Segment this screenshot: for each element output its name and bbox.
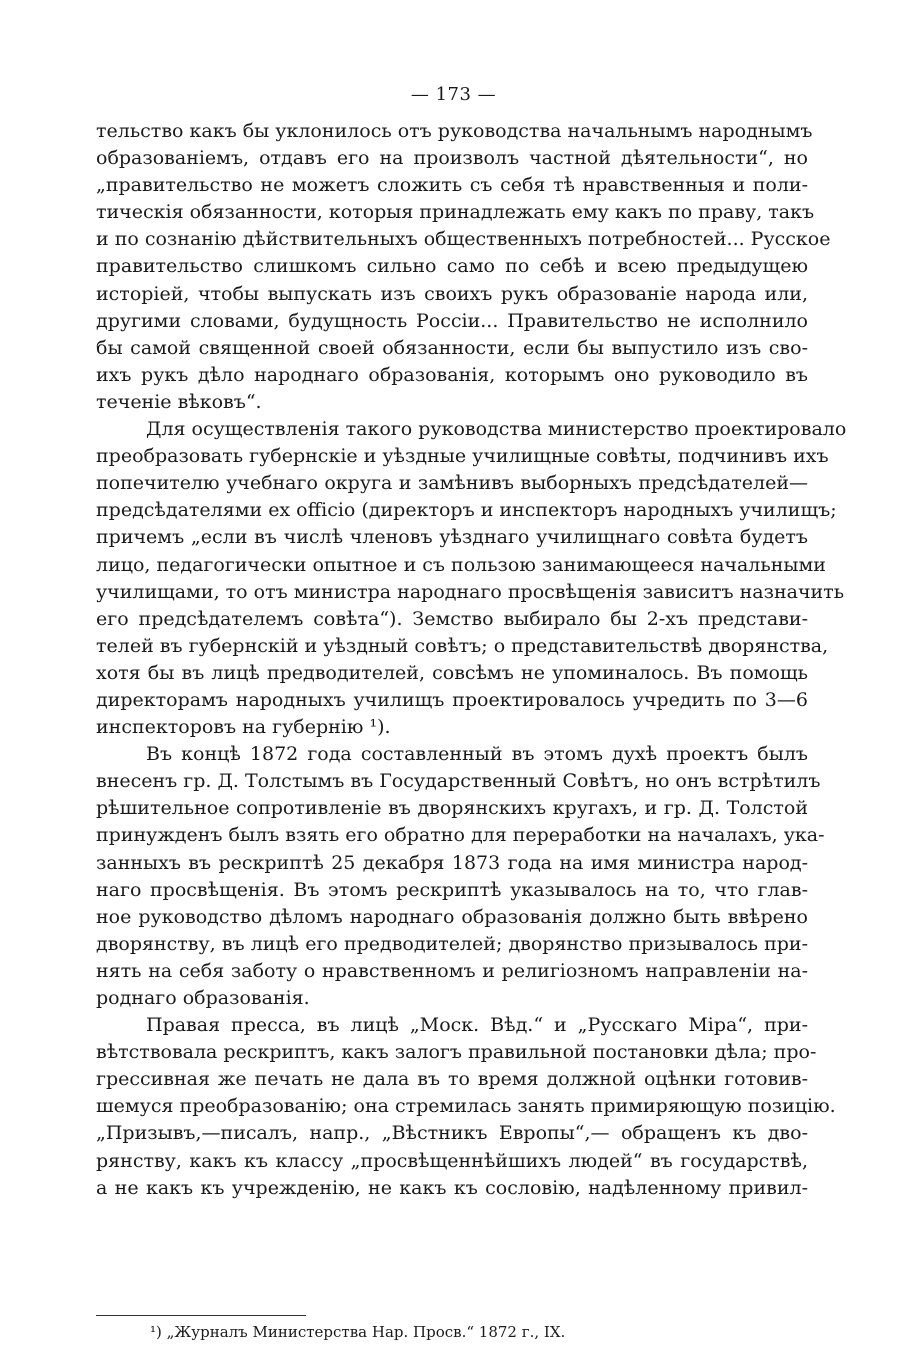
- text-line: вѣтствовала рескриптъ, какъ залогъ правильной постановки дѣла; про-: [96, 1041, 817, 1064]
- footnote: [150, 1322, 565, 1342]
- text-line: директорамъ народныхъ училищъ проектировалось учредить по 3—6: [96, 688, 808, 711]
- text-line: хотя бы въ лицѣ предводителей, совсѣмъ не упоминалось. Въ помощь: [96, 661, 808, 684]
- text-line: причемъ „если въ числѣ членовъ уѣзднаго училищнаго совѣта будетъ: [96, 526, 808, 549]
- text-line: преобразовать губернскіе и уѣздные училищные совѣты, подчинивъ ихъ: [96, 445, 829, 468]
- text-line: а не какъ къ учрежденію, не какъ къ сословію, надѣленному привил-: [96, 1176, 808, 1199]
- text-line: роднаго образованія.: [96, 987, 310, 1009]
- text-line: Для осуществленія такого руководства министерство проектировало: [146, 418, 847, 441]
- text-line: правительство слишкомъ сильно само по себѣ и всею предыдущею: [96, 255, 808, 278]
- footnote-marker: ¹): [150, 1323, 162, 1341]
- page-number: — 173 —: [410, 84, 497, 105]
- text-line: нять на себя заботу о нравственномъ и религіозномъ направленіи на-: [96, 959, 808, 982]
- text-line: теченіе вѣковъ“.: [96, 390, 262, 413]
- text-line: телей въ губернскій и уѣздный совѣтъ; о представительствѣ дворянства,: [96, 634, 829, 657]
- paragraph: [96, 416, 847, 741]
- text-line: тическія обязанности, которыя принадлежать ему какъ по праву, такъ: [96, 201, 815, 224]
- text-line: „правительство не можетъ сложить съ себя тѣ нравственныя и поли-: [96, 174, 808, 197]
- text-line: образованіемъ, отдавъ его на произволъ частной дѣятельности“, но: [96, 147, 808, 170]
- text-line: предсѣдателями ex officio (директоръ и инспекторъ народныхъ училищъ;: [96, 499, 837, 522]
- text-line: его предсѣдателемъ совѣта“). Земство выбирало бы 2-хъ представи-: [96, 607, 808, 630]
- text-line: наго просвѣщенія. Въ этомъ рескриптѣ указывалось на то, что глав-: [96, 878, 808, 901]
- paragraph: [96, 741, 825, 1012]
- text-line: грессивная же печать не дала въ то время должной оцѣнки готовив-: [96, 1068, 808, 1091]
- text-line: и по сознанію дѣйствительныхъ общественныхъ потребностей... Русское: [96, 228, 831, 251]
- text-line: Въ концѣ 1872 года составленный въ этомъ духѣ проектъ былъ: [146, 743, 808, 766]
- footnote-divider: [96, 1315, 306, 1316]
- text-line: шемуся преобразованію; она стремилась занять примиряющую позицію.: [96, 1095, 836, 1118]
- text-line: внесенъ гр. Д. Толстымъ въ Государственный Совѣтъ, но онъ встрѣтилъ: [96, 770, 821, 793]
- text-line: принужденъ былъ взять его обратно для переработки на началахъ, ука-: [96, 824, 825, 847]
- text-line: ихъ рукъ дѣло народнаго образованія, которымъ оно руководило въ: [96, 363, 808, 386]
- paragraph: [96, 118, 831, 416]
- text-line: другими словами, будущность Россіи... Правительство не исполнило: [96, 309, 808, 332]
- text-line: бы самой священной своей обязанности, если бы выпустило изъ сво-: [96, 336, 808, 359]
- text-line: лицо, педагогически опытное и съ пользою занимающееся начальными: [96, 553, 826, 576]
- text-line: инспекторовъ на губернію ¹).: [96, 716, 391, 739]
- text-line: дворянству, въ лицѣ его предводителей; дворянство призывалось при-: [96, 932, 808, 955]
- text-line: исторіей, чтобы выпускать изъ своихъ рукъ образованіе народа или,: [96, 282, 808, 305]
- text-line: рѣшительное сопротивленіе въ дворянскихъ кругахъ, и гр. Д. Толстой: [96, 797, 808, 820]
- footnote-text: „Журналъ Министерства Нар. Просв.“ 1872 г., IX.: [166, 1323, 566, 1341]
- text-line: рянству, какъ къ классу „просвѣщеннѣйшихъ людей“ въ государствѣ,: [96, 1149, 808, 1172]
- text-line: „Призывъ,—писалъ, напр., „Вѣстникъ Европы“,— обращенъ къ дво-: [96, 1122, 808, 1145]
- paragraph: [96, 1012, 836, 1202]
- text-line: Правая пресса, въ лицѣ „Моск. Вѣд.“ и „Русскаго Міра“, при-: [146, 1014, 808, 1037]
- text-line: занныхъ въ рескриптѣ 25 декабря 1873 года на имя министра народ-: [96, 851, 808, 874]
- text-line: попечителю учебнаго округа и замѣнивъ выборныхъ предсѣдателей—: [96, 472, 808, 495]
- text-line: училищами, то отъ министра народнаго просвѣщенія зависитъ назначить: [96, 580, 845, 603]
- body-text: [96, 118, 847, 1202]
- text-line: ное руководство дѣломъ народнаго образованія должно быть ввѣрено: [96, 905, 808, 928]
- text-line: тельство какъ бы уклонилось отъ руководства начальнымъ народнымъ: [96, 120, 813, 142]
